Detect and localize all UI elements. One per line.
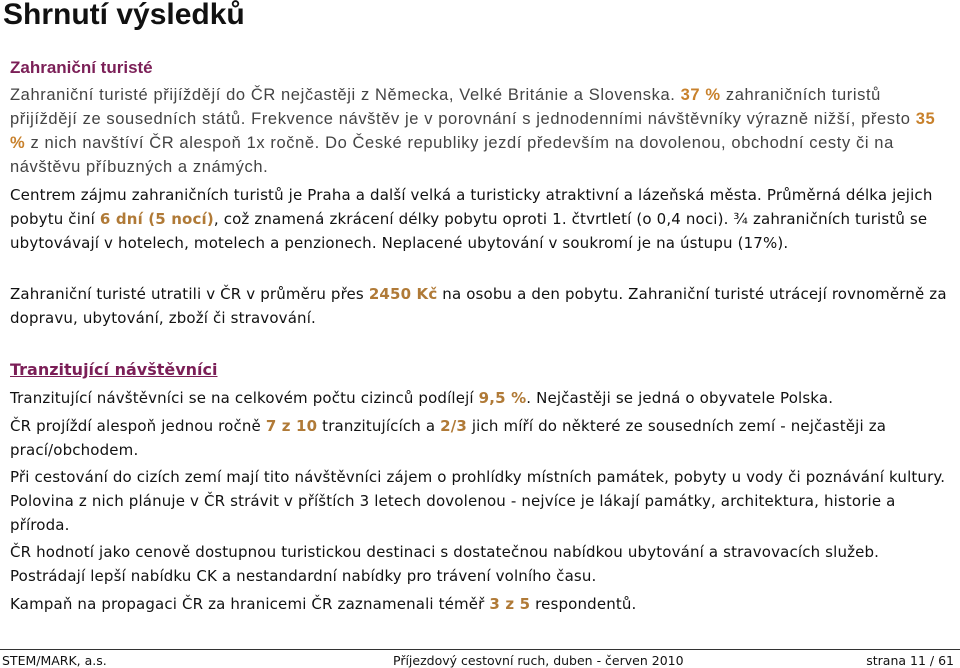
transit-paragraph-3: Při cestování do cizích zemí mají tito návštěvníci zájem o prohlídky místních památek, pobyty u vody či poznávání kultury. Polovina z nich plánuje v ČR strávit v příštích 3 letech dovolenou - nejvíce je lákají památky, architektura, historie a příroda. bbox=[10, 468, 946, 534]
highlight-value: 3 z 5 bbox=[489, 595, 531, 613]
transit-paragraph-5: Kampaň na propagaci ČR za hranicemi ČR zaznamenali téměř 3 z 5 respondentů. bbox=[10, 595, 637, 613]
highlight-value: 2/3 bbox=[440, 417, 467, 435]
transit-paragraph-4: ČR hodnotí jako cenově dostupnou turistickou destinaci s dostatečnou nabídkou ubytování a stravovacích služeb. Postrádají lepší nabídku CK a nestandardní nabídky pro trávení volního času. bbox=[10, 543, 880, 585]
foreign-paragraph-2: Centrem zájmu zahraničních turistů je Praha a další velká a turisticky atraktivní a lázeňská města. Průměrná délka jejich pobytu činí 6 dní (5 nocí), což znamená zkrácení délky pobytu oproti 1. čtvrtletí (o 0,4 noci). ¾ zahraničních turistů se ubytovávají v hotelech, motelech a penzionech. Neplacené ubytování v soukromí je na ústupu (17%). bbox=[10, 186, 933, 252]
transit-paragraph-1: Tranzitující návštěvníci se na celkovém počtu cizinců podílejí 9,5 %. Nejčastěji se jedná o obyvatele Polska. bbox=[10, 389, 834, 407]
highlight-value: 6 dní (5 nocí) bbox=[99, 210, 214, 228]
highlight-value: 35 % bbox=[10, 110, 936, 152]
foreign-heading: Zahraniční turisté bbox=[10, 58, 153, 77]
page-footer bbox=[0, 649, 960, 668]
foreign-paragraph-1: Zahraniční turisté přijíždějí do ČR nejčastěji z Německa, Velké Británie a Slovenska. 37 % zahraničních turistů přijíždějí ze sousedních států. Frekvence návštěv je v porovnání s jednodenními návštěvníky výrazně nižší, přesto 35 % z nich navštíví ČR alespoň 1x ročně. Do České republiky jezdí především na dovolenou, obchodní cesty či na návštěvu příbuzných a známých. bbox=[10, 86, 936, 176]
foreign-paragraph-3: Zahraniční turisté utratili v ČR v průměru přes 2450 Kč na osobu a den pobytu. Zahraniční turisté utrácejí rovnoměrně za dopravu, ubytování, zboží či stravování. bbox=[10, 285, 947, 327]
page-title: Shrnutí výsledků bbox=[3, 0, 245, 31]
transit-heading: Tranzitující návštěvníci bbox=[10, 360, 218, 379]
transit-section bbox=[10, 360, 950, 379]
highlight-value: 2450 Kč bbox=[368, 285, 438, 303]
highlight-value: 7 z 10 bbox=[265, 417, 318, 435]
highlight-value: 9,5 % bbox=[478, 389, 527, 407]
footer-page-number: strana 11 / 61 bbox=[866, 653, 954, 668]
foreign-section bbox=[10, 58, 950, 179]
footer-report-title: Příjezdový cestovní ruch, duben - červen 2010 bbox=[393, 653, 684, 668]
highlight-value: 37 % bbox=[680, 86, 721, 104]
footer-company: STEM/MARK, a.s. bbox=[2, 653, 107, 668]
transit-paragraph-2: ČR projíždí alespoň jednou ročně 7 z 10 tranzitujících a 2/3 jich míří do některé ze sousedních zemí - nejčastěji za prací/obchodem. bbox=[10, 417, 887, 459]
